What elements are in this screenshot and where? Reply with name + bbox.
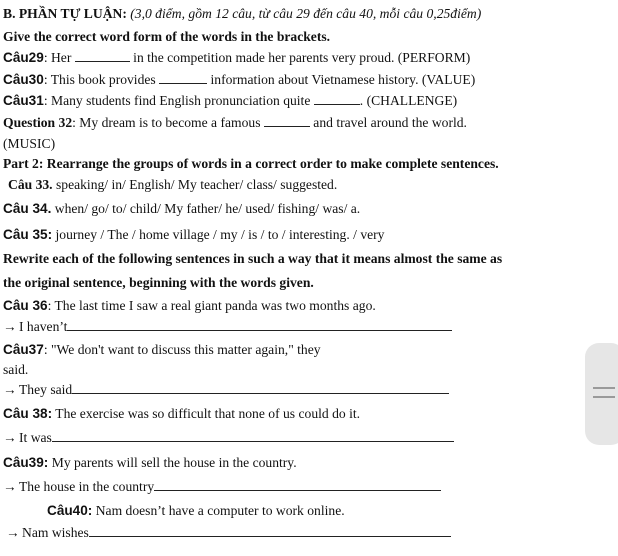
answer-blank[interactable]	[72, 381, 449, 394]
question-29: Câu29: Her in the competition made her parents very proud. (PERFORM)	[3, 50, 471, 65]
grip-line-icon	[593, 396, 615, 398]
grip-line-icon	[593, 387, 615, 389]
question-34: Câu 34. when/ go/ to/ child/ My father/ he/ used/ fishing/ was/ a.	[3, 201, 361, 216]
scroll-handle[interactable]	[585, 343, 618, 445]
arrow-icon: →	[3, 430, 17, 445]
question-31: Câu31: Many students find English pronunciation quite . (CHALLENGE)	[3, 93, 458, 108]
question-40: Câu40: Nam doesn’t have a computer to work online.	[47, 503, 345, 518]
answer-line-36: → I haven’t	[3, 318, 452, 335]
answer-blank[interactable]	[75, 49, 130, 62]
question-38: Câu 38: The exercise was so difficult that none of us could do it.	[3, 406, 361, 421]
question-37-continued: said.	[3, 362, 29, 377]
answer-line-38: → It was	[3, 429, 454, 446]
question-35: Câu 35: journey / The / home village / my / is / to / interesting. / very	[3, 227, 385, 242]
question-32: Question 32: My dream is to become a famous and travel around the world.	[3, 115, 467, 130]
arrow-icon: →	[3, 382, 17, 397]
answer-line-37: → They said	[3, 381, 449, 398]
answer-blank[interactable]	[154, 478, 441, 491]
answer-blank[interactable]	[67, 318, 452, 331]
section-b-heading: B. PHẦN TỰ LUẬN: (3,0 điểm, gồm 12 câu, từ câu 29 đến câu 40, mỗi câu 0,25điểm)	[3, 6, 482, 21]
answer-line-39: → The house in the country	[3, 478, 441, 495]
question-32-continued: (MUSIC)	[3, 136, 56, 151]
part-2-heading: Part 2: Rearrange the groups of words in a correct order to make complete sentences.	[3, 156, 499, 171]
question-33: Câu 33. speaking/ in/ English/ My teacher/ class/ suggested.	[8, 177, 338, 192]
question-37: Câu37: "We don't want to discuss this matter again," they	[3, 342, 321, 357]
answer-blank[interactable]	[89, 524, 451, 537]
question-39: Câu39: My parents will sell the house in the country.	[3, 455, 297, 470]
arrow-icon: →	[6, 525, 20, 540]
answer-blank[interactable]	[52, 429, 454, 442]
rewrite-heading-line-1: Rewrite each of the following sentences in such a way that it means almost the same as	[3, 251, 503, 266]
word-form-instruction: Give the correct word form of the words in the brackets.	[3, 29, 331, 44]
question-30: Câu30: This book provides information about Vietnamese history. (VALUE)	[3, 72, 476, 87]
arrow-icon: →	[3, 319, 17, 334]
rewrite-heading-line-2: the original sentence, beginning with the words given.	[3, 275, 314, 290]
answer-line-40: → Nam wishes	[6, 524, 451, 541]
arrow-icon: →	[3, 479, 17, 494]
answer-blank[interactable]	[264, 114, 310, 127]
answer-blank[interactable]	[314, 92, 360, 105]
question-36: Câu 36: The last time I saw a real giant panda was two months ago.	[3, 298, 376, 313]
answer-blank[interactable]	[159, 71, 207, 84]
